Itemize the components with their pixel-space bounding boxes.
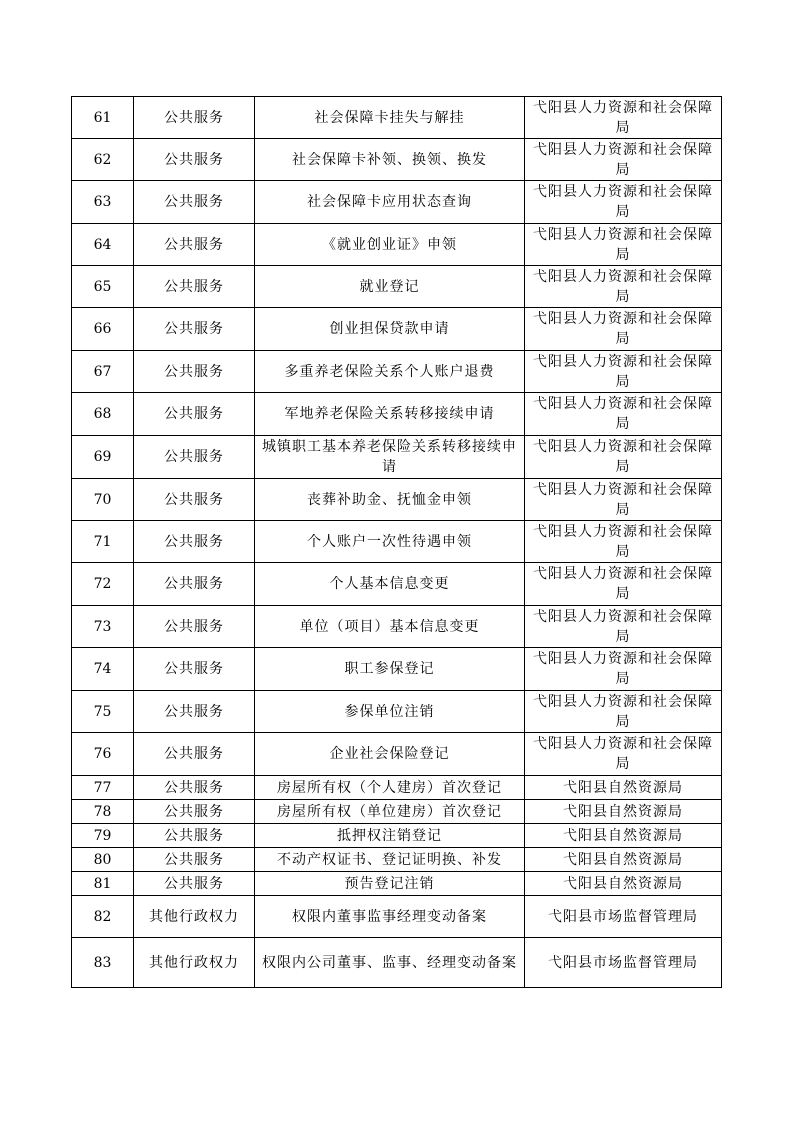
table-row bbox=[72, 563, 722, 606]
table-row bbox=[72, 393, 722, 436]
department-cell: 弋阳县人力资源和社会保障局 bbox=[525, 436, 722, 479]
table-row bbox=[72, 733, 722, 776]
department-cell: 弋阳县自然资源局 bbox=[525, 800, 722, 824]
item-name-cell: 权限内公司董事、监事、经理变动备案 bbox=[255, 938, 525, 988]
department-cell: 弋阳县人力资源和社会保障局 bbox=[525, 224, 722, 266]
table-row bbox=[72, 266, 722, 308]
department-cell: 弋阳县人力资源和社会保障局 bbox=[525, 691, 722, 733]
table-row bbox=[72, 648, 722, 691]
row-number-cell: 70 bbox=[72, 479, 134, 521]
table-row bbox=[72, 308, 722, 351]
row-number-cell: 80 bbox=[72, 848, 134, 872]
department-cell: 弋阳县自然资源局 bbox=[525, 872, 722, 896]
item-name-cell: 不动产权证书、登记证明换、补发 bbox=[255, 848, 525, 872]
item-name-cell: 预告登记注销 bbox=[255, 872, 525, 896]
table-row bbox=[72, 691, 722, 733]
department-cell: 弋阳县自然资源局 bbox=[525, 824, 722, 848]
row-number-cell: 81 bbox=[72, 872, 134, 896]
category-cell: 公共服务 bbox=[134, 521, 255, 563]
category-cell: 公共服务 bbox=[134, 308, 255, 351]
item-name-cell: 企业社会保险登记 bbox=[255, 733, 525, 776]
row-number-cell: 73 bbox=[72, 606, 134, 648]
table-body bbox=[72, 97, 722, 988]
row-number-cell: 79 bbox=[72, 824, 134, 848]
item-name-cell: 参保单位注销 bbox=[255, 691, 525, 733]
table-row bbox=[72, 848, 722, 872]
row-number-cell: 61 bbox=[72, 97, 134, 139]
department-cell: 弋阳县人力资源和社会保障局 bbox=[525, 521, 722, 563]
table-row bbox=[72, 896, 722, 938]
item-name-cell: 社会保障卡挂失与解挂 bbox=[255, 97, 525, 139]
category-cell: 公共服务 bbox=[134, 266, 255, 308]
category-cell: 公共服务 bbox=[134, 733, 255, 776]
item-name-cell: 创业担保贷款申请 bbox=[255, 308, 525, 351]
item-name-cell: 单位（项目）基本信息变更 bbox=[255, 606, 525, 648]
item-name-cell: 权限内董事监事经理变动备案 bbox=[255, 896, 525, 938]
row-number-cell: 78 bbox=[72, 800, 134, 824]
row-number-cell: 75 bbox=[72, 691, 134, 733]
department-cell: 弋阳县自然资源局 bbox=[525, 776, 722, 800]
department-cell: 弋阳县人力资源和社会保障局 bbox=[525, 563, 722, 606]
department-cell: 弋阳县人力资源和社会保障局 bbox=[525, 648, 722, 691]
item-name-cell: 个人账户一次性待遇申领 bbox=[255, 521, 525, 563]
row-number-cell: 83 bbox=[72, 938, 134, 988]
item-name-cell: 丧葬补助金、抚恤金申领 bbox=[255, 479, 525, 521]
department-cell: 弋阳县人力资源和社会保障局 bbox=[525, 351, 722, 393]
category-cell: 公共服务 bbox=[134, 97, 255, 139]
service-items-table bbox=[71, 96, 722, 988]
department-cell: 弋阳县市场监督管理局 bbox=[525, 938, 722, 988]
item-name-cell: 抵押权注销登记 bbox=[255, 824, 525, 848]
row-number-cell: 72 bbox=[72, 563, 134, 606]
item-name-cell: 就业登记 bbox=[255, 266, 525, 308]
category-cell: 公共服务 bbox=[134, 824, 255, 848]
category-cell: 公共服务 bbox=[134, 224, 255, 266]
table-row bbox=[72, 436, 722, 479]
table-row bbox=[72, 351, 722, 393]
table-row bbox=[72, 224, 722, 266]
row-number-cell: 68 bbox=[72, 393, 134, 436]
department-cell: 弋阳县人力资源和社会保障局 bbox=[525, 97, 722, 139]
table-row bbox=[72, 606, 722, 648]
row-number-cell: 76 bbox=[72, 733, 134, 776]
row-number-cell: 69 bbox=[72, 436, 134, 479]
department-cell: 弋阳县自然资源局 bbox=[525, 848, 722, 872]
table-row bbox=[72, 776, 722, 800]
table-row bbox=[72, 97, 722, 139]
table-row bbox=[72, 872, 722, 896]
category-cell: 公共服务 bbox=[134, 648, 255, 691]
category-cell: 公共服务 bbox=[134, 393, 255, 436]
category-cell: 其他行政权力 bbox=[134, 938, 255, 988]
table-row bbox=[72, 824, 722, 848]
row-number-cell: 77 bbox=[72, 776, 134, 800]
item-name-cell: 《就业创业证》申领 bbox=[255, 224, 525, 266]
item-name-cell: 社会保障卡应用状态查询 bbox=[255, 181, 525, 224]
item-name-cell: 城镇职工基本养老保险关系转移接续申请 bbox=[255, 436, 525, 479]
category-cell: 公共服务 bbox=[134, 139, 255, 181]
department-cell: 弋阳县人力资源和社会保障局 bbox=[525, 266, 722, 308]
table-row bbox=[72, 181, 722, 224]
item-name-cell: 社会保障卡补领、换领、换发 bbox=[255, 139, 525, 181]
category-cell: 公共服务 bbox=[134, 848, 255, 872]
category-cell: 公共服务 bbox=[134, 606, 255, 648]
item-name-cell: 房屋所有权（单位建房）首次登记 bbox=[255, 800, 525, 824]
row-number-cell: 74 bbox=[72, 648, 134, 691]
department-cell: 弋阳县人力资源和社会保障局 bbox=[525, 139, 722, 181]
department-cell: 弋阳县人力资源和社会保障局 bbox=[525, 479, 722, 521]
table-row bbox=[72, 479, 722, 521]
table-row bbox=[72, 521, 722, 563]
row-number-cell: 65 bbox=[72, 266, 134, 308]
table-row bbox=[72, 139, 722, 181]
row-number-cell: 82 bbox=[72, 896, 134, 938]
department-cell: 弋阳县人力资源和社会保障局 bbox=[525, 308, 722, 351]
category-cell: 公共服务 bbox=[134, 181, 255, 224]
category-cell: 公共服务 bbox=[134, 872, 255, 896]
item-name-cell: 多重养老保险关系个人账户退费 bbox=[255, 351, 525, 393]
row-number-cell: 66 bbox=[72, 308, 134, 351]
department-cell: 弋阳县市场监督管理局 bbox=[525, 896, 722, 938]
item-name-cell: 房屋所有权（个人建房）首次登记 bbox=[255, 776, 525, 800]
department-cell: 弋阳县人力资源和社会保障局 bbox=[525, 606, 722, 648]
department-cell: 弋阳县人力资源和社会保障局 bbox=[525, 733, 722, 776]
item-name-cell: 职工参保登记 bbox=[255, 648, 525, 691]
row-number-cell: 71 bbox=[72, 521, 134, 563]
department-cell: 弋阳县人力资源和社会保障局 bbox=[525, 393, 722, 436]
item-name-cell: 军地养老保险关系转移接续申请 bbox=[255, 393, 525, 436]
category-cell: 公共服务 bbox=[134, 351, 255, 393]
row-number-cell: 62 bbox=[72, 139, 134, 181]
category-cell: 公共服务 bbox=[134, 479, 255, 521]
category-cell: 其他行政权力 bbox=[134, 896, 255, 938]
row-number-cell: 67 bbox=[72, 351, 134, 393]
category-cell: 公共服务 bbox=[134, 776, 255, 800]
department-cell: 弋阳县人力资源和社会保障局 bbox=[525, 181, 722, 224]
category-cell: 公共服务 bbox=[134, 436, 255, 479]
row-number-cell: 64 bbox=[72, 224, 134, 266]
category-cell: 公共服务 bbox=[134, 800, 255, 824]
item-name-cell: 个人基本信息变更 bbox=[255, 563, 525, 606]
table-row bbox=[72, 938, 722, 988]
category-cell: 公共服务 bbox=[134, 563, 255, 606]
table-row bbox=[72, 800, 722, 824]
category-cell: 公共服务 bbox=[134, 691, 255, 733]
row-number-cell: 63 bbox=[72, 181, 134, 224]
